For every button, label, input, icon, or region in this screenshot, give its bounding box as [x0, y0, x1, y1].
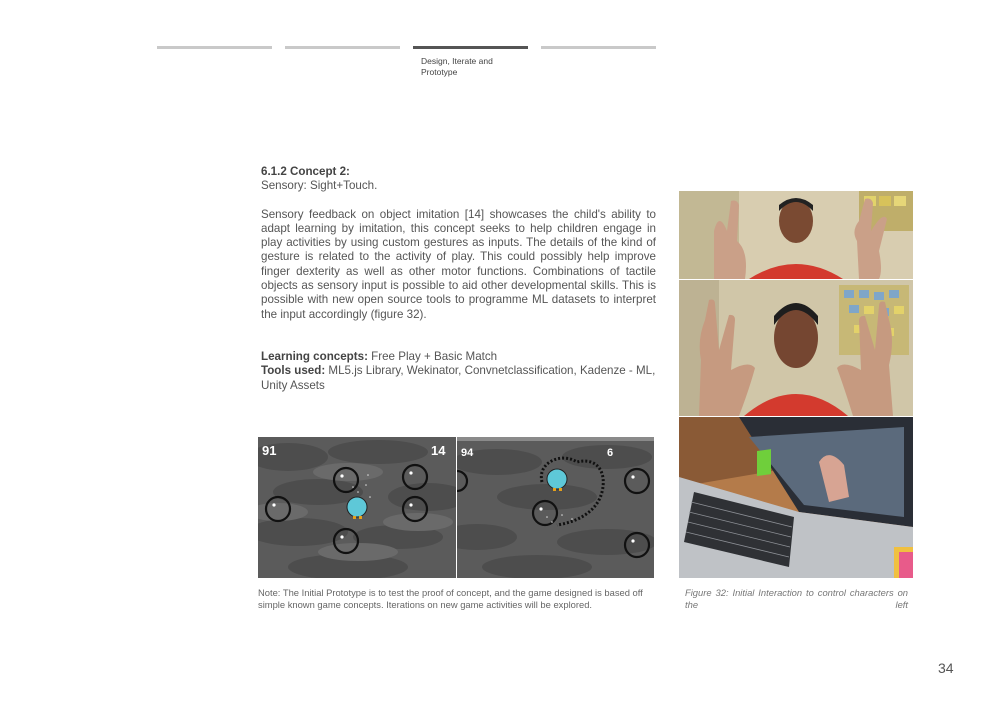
photo-laptop-prototype	[679, 417, 913, 578]
progress-step-3-active	[413, 46, 528, 49]
score-overlay-left	[258, 437, 456, 578]
game-screenshot-right	[457, 437, 654, 578]
learning-concepts-value: Free Play + Basic Match	[367, 349, 498, 363]
game-screenshot-left	[258, 437, 456, 578]
score-left-b: 14	[431, 443, 446, 458]
score-right-b: 6	[607, 447, 614, 459]
prototype-note-caption: Note: The Initial Prototype is to test the proof of concept, and the game designed is based off simple known game concepts. Iterations on new game activities will be explored.	[258, 587, 643, 610]
section-heading: 6.1.2 Concept 2:	[261, 165, 350, 178]
photo-1-illustration	[679, 191, 913, 279]
progress-step-4	[541, 46, 656, 49]
learning-concepts-label: Learning concepts:	[261, 349, 368, 363]
section-subheading: Sensory: Sight+Touch.	[261, 179, 378, 193]
tools-used-value: ML5.js Library, Wekinator, Convnetclassification, Kadenze - ML, Unity Assets	[261, 364, 656, 392]
progress-step-1	[157, 46, 272, 49]
score-left-a: 91	[262, 443, 277, 458]
photo-gesture-palms	[679, 280, 913, 416]
section-body: Sensory feedback on object imitation [14] showcases the child's ability to adapt learning by imitation, this concept seeks to help children engage in play activities by using custom gestures as inputs. The details of the kind of gesture is related to the activity of play. This could possibly help improve finger dexterity as well as other motor functions. Combinations of tactile objects as sensory input is possible to aid other developmental skills. This is possible with new open source tools to programme ML datasets to interpret the input accordingly (figure 32).	[261, 207, 656, 321]
page-number: 34	[938, 660, 954, 676]
tools-used-line	[261, 364, 656, 393]
photo-gesture-fingers	[679, 191, 913, 279]
progress-step-2	[285, 46, 400, 49]
photo-2-illustration	[679, 280, 913, 416]
photo-3-illustration	[679, 417, 913, 578]
concept-text-block	[261, 165, 656, 393]
tools-used-label: Tools used:	[261, 364, 326, 378]
learning-concepts-line	[261, 350, 656, 364]
score-overlay-right	[457, 437, 654, 578]
score-right-a: 94	[461, 447, 474, 459]
progress-step-label: Design, Iterate and Prototype	[421, 56, 493, 77]
figure-32-caption: Figure 32: Initial Interaction to control characters on the left	[685, 587, 908, 610]
